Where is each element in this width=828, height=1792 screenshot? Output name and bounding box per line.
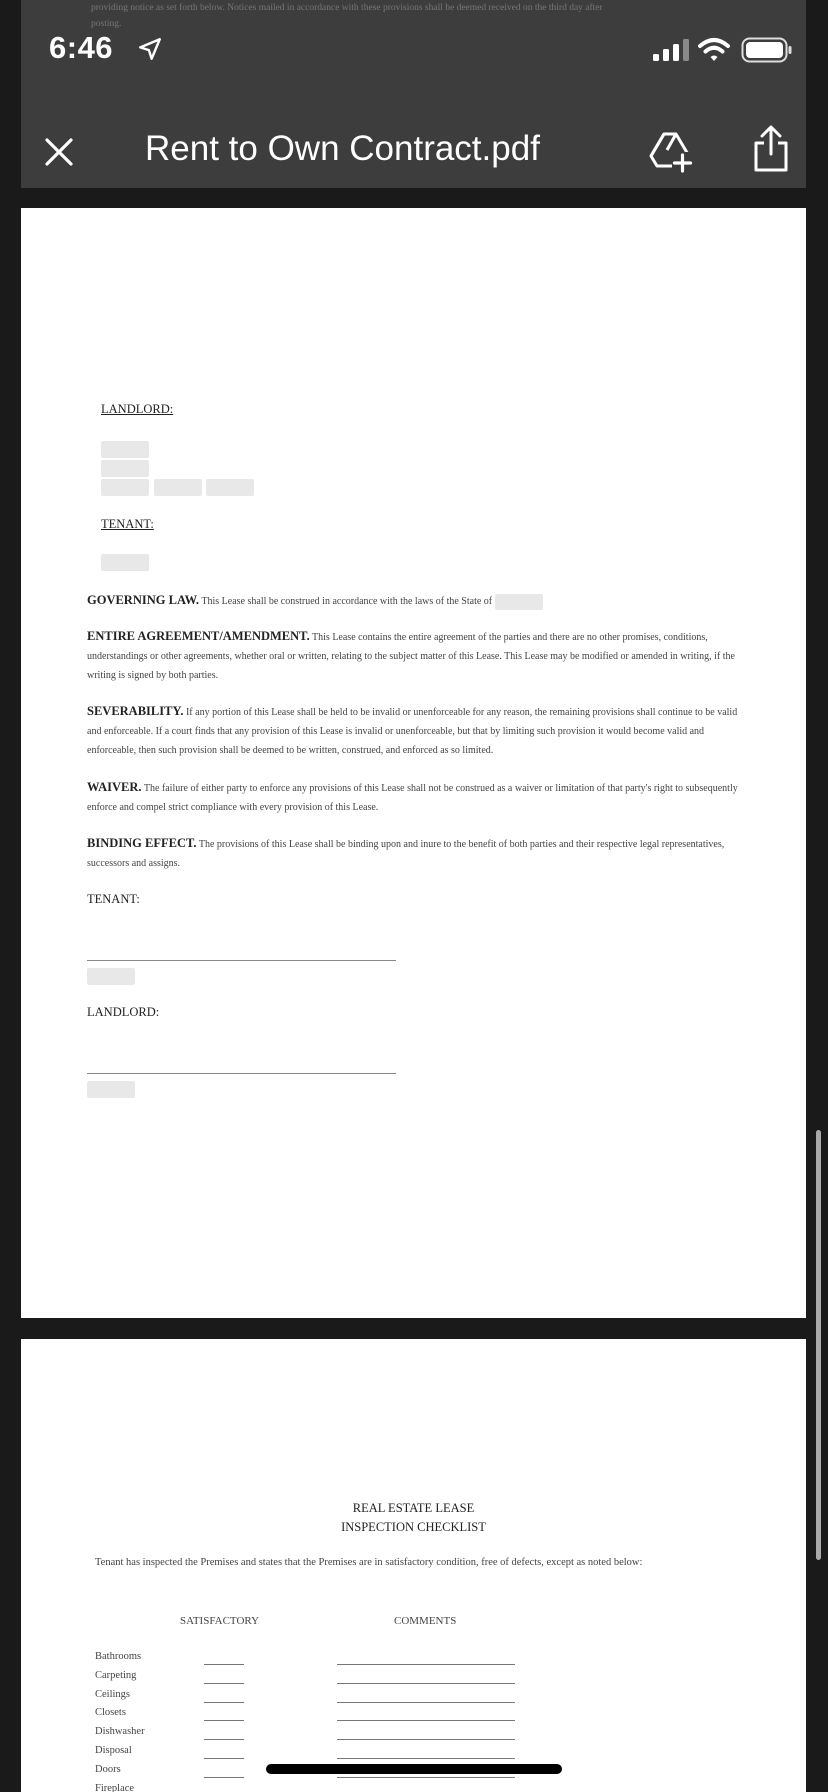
satisfactory-blank xyxy=(204,1683,244,1684)
checklist-item-label: Disposal xyxy=(95,1745,132,1756)
checklist-intro: Tenant has inspected the Premises and states that the Premises are in satisfactory condition, free of defects, except as noted below: xyxy=(95,1557,643,1568)
satisfactory-blank xyxy=(204,1720,244,1721)
clause-heading: GOVERNING LAW. xyxy=(87,593,200,607)
comments-blank xyxy=(337,1664,515,1665)
viewer-toolbar xyxy=(21,0,806,188)
binding-effect-clause xyxy=(87,834,747,873)
clause-heading: ENTIRE AGREEMENT/AMENDMENT. xyxy=(87,629,310,643)
checklist-item-label: Fireplace xyxy=(95,1782,135,1792)
satisfactory-column-header: SATISFACTORY xyxy=(180,1615,260,1627)
redacted-field xyxy=(87,1081,135,1098)
redacted-field xyxy=(101,460,149,477)
comments-blank xyxy=(337,1683,515,1684)
cellular-signal-icon xyxy=(651,38,693,62)
satisfactory-blank xyxy=(204,1664,244,1665)
checklist-subtitle: INSPECTION CHECKLIST xyxy=(341,1520,486,1534)
battery-icon xyxy=(741,37,793,63)
peek-line: providing notice as set forth below. Notices mailed in accordance with these provisions shall be deemed received on the third day after xyxy=(91,3,603,13)
clause-heading: BINDING EFFECT. xyxy=(87,836,197,850)
comments-blank xyxy=(337,1720,515,1721)
add-to-drive-icon[interactable] xyxy=(647,128,693,174)
severability-clause xyxy=(87,702,747,760)
satisfactory-blank xyxy=(204,1777,244,1778)
peek-line: posting. xyxy=(91,19,122,29)
redacted-field xyxy=(206,479,254,496)
signature-line xyxy=(87,1073,396,1074)
tenant-signature-label: TENANT: xyxy=(87,892,140,906)
signature-line xyxy=(87,960,396,961)
scrollbar[interactable] xyxy=(816,1130,821,1560)
landlord-signature-label: LANDLORD: xyxy=(87,1005,160,1019)
comments-blank xyxy=(337,1739,515,1740)
checklist-item-label: Dishwasher xyxy=(95,1726,145,1738)
entire-agreement-clause xyxy=(87,627,747,685)
comments-blank xyxy=(337,1777,515,1778)
redacted-field xyxy=(87,968,135,985)
clause-text: The failure of either party to enforce any provisions of this Lease shall not be construed as a waiver or limitation of that party's right to subsequently enforce and compel strict compliance with every provision of this Lease. xyxy=(87,783,738,813)
clause-text: If any portion of this Lease shall be held to be invalid or unenforceable for any reason, the remaining provisions shall continue to be valid and enforceable. If a court finds that any provision of this Lease is invalid or unenforceable, but that by limiting such provision it would become valid and enforceable, then such provision shall be deemed to be written, construed, and enforced as so limited. xyxy=(87,707,738,756)
redacted-field xyxy=(101,554,149,571)
landlord-heading: LANDLORD: xyxy=(101,402,174,416)
waiver-clause xyxy=(87,778,747,817)
previous-page-peek xyxy=(91,0,791,36)
clause-heading: SEVERABILITY. xyxy=(87,704,184,718)
tenant-heading: TENANT: xyxy=(101,517,154,531)
checklist-item-label: Closets xyxy=(95,1707,126,1719)
redacted-field xyxy=(101,441,149,458)
pdf-page[interactable] xyxy=(21,188,806,1318)
redacted-field xyxy=(154,479,202,496)
checklist-item-label: Doors xyxy=(95,1763,121,1775)
comments-blank xyxy=(337,1702,515,1703)
status-time: 6:46 xyxy=(49,30,114,65)
satisfactory-blank xyxy=(204,1739,244,1740)
redacted-field xyxy=(495,594,543,610)
share-icon[interactable] xyxy=(751,124,791,174)
satisfactory-blank xyxy=(204,1702,244,1703)
satisfactory-blank xyxy=(204,1758,244,1759)
checklist-item-label: Carpeting xyxy=(95,1669,137,1681)
clause-text: This Lease contains the entire agreement of the parties and there are no other promises, conditions, understandings or other agreements, whether oral or written, relating to the subject matter of this Lease. This Lease may be modified or amended in writing, if the writing is signed by both parties. xyxy=(87,632,735,681)
comments-blank xyxy=(337,1758,515,1759)
checklist-item-label: Ceilings xyxy=(95,1688,131,1700)
checklist-title: REAL ESTATE LEASE xyxy=(352,1501,475,1515)
clause-text: The provisions of this Lease shall be binding upon and inure to the benefit of both parties and their respective legal representatives, successors and assigns. xyxy=(87,839,725,869)
governing-law-clause xyxy=(87,591,747,611)
document-title: Rent to Own Contract.pdf xyxy=(145,129,540,168)
clause-heading: WAIVER. xyxy=(87,780,142,794)
pdf-page[interactable] xyxy=(21,1339,806,1792)
wifi-icon xyxy=(697,36,731,64)
checklist-item-label: Bathrooms xyxy=(95,1651,142,1662)
clause-text: This Lease shall be construed in accordance with the laws of the State of xyxy=(201,596,493,607)
location-arrow-icon xyxy=(137,36,163,62)
home-indicator[interactable] xyxy=(266,1764,562,1774)
close-icon[interactable] xyxy=(39,132,79,172)
redacted-field xyxy=(101,479,149,496)
comments-column-header: COMMENTS xyxy=(394,1615,457,1627)
